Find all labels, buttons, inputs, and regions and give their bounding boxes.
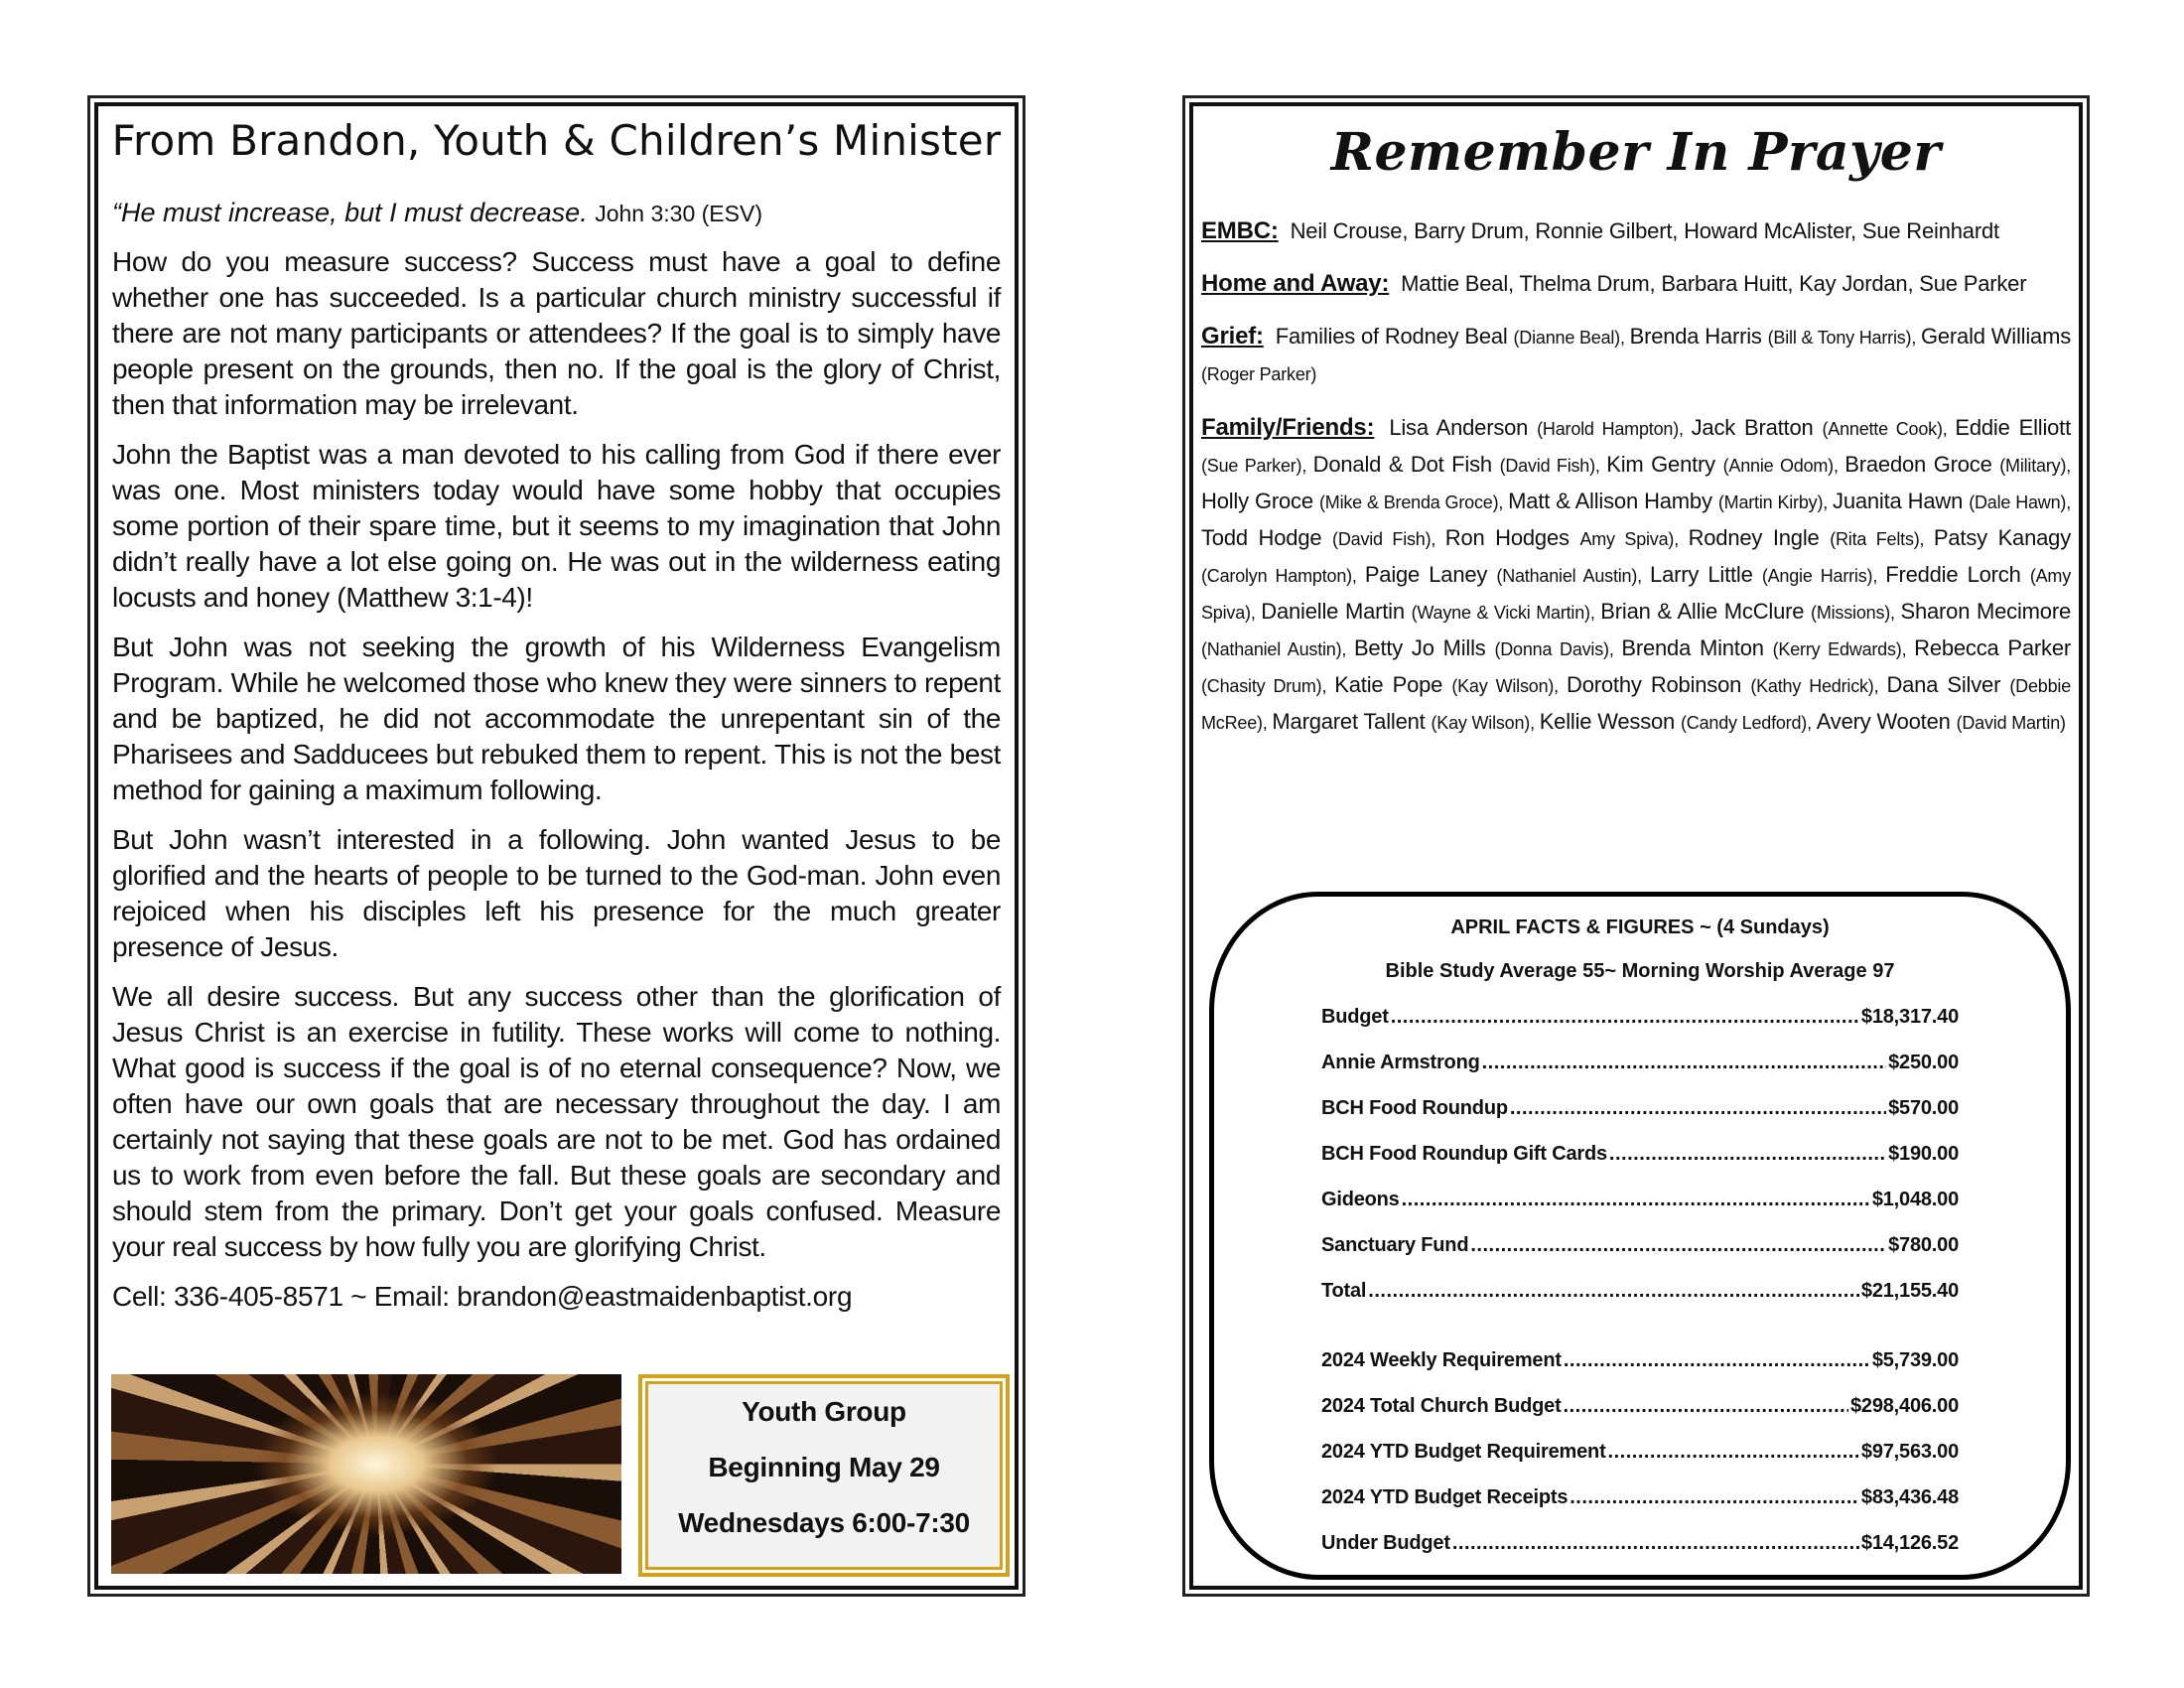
prayer-name: Dorothy Robinson bbox=[1567, 672, 1751, 697]
prayer-name: Paige Laney bbox=[1364, 562, 1497, 587]
prayer-category-embc bbox=[1201, 213, 2071, 248]
quote-text: “He must increase, but I must decrease. bbox=[112, 198, 588, 227]
facts-table bbox=[1321, 1006, 1959, 1578]
row-label: BCH Food Roundup bbox=[1321, 1097, 1508, 1119]
prayer-name: Brenda Harris bbox=[1629, 324, 1768, 349]
row-value: $1,048.00 bbox=[1871, 1189, 1959, 1210]
dot-leader bbox=[1564, 1395, 1848, 1418]
dot-leader bbox=[1608, 1441, 1859, 1464]
prayer-name: Ron Hodges bbox=[1444, 525, 1580, 550]
dot-leader bbox=[1564, 1349, 1870, 1372]
prayer-contact: (Rita Felts), bbox=[1830, 529, 1934, 549]
dot-leader bbox=[1609, 1143, 1886, 1166]
row-label: Gideons bbox=[1321, 1189, 1400, 1210]
prayer-name: Holly Groce bbox=[1201, 489, 1319, 513]
prayer-name: Jack Bratton bbox=[1691, 415, 1823, 440]
prayer-contact: (Carolyn Hampton), bbox=[1201, 566, 1365, 586]
prayer-contact: (David Fish), bbox=[1499, 456, 1607, 476]
prayer-contact: (Missions), bbox=[1811, 603, 1901, 623]
article-paragraph: We all desire success. But any success other than the glorification of Jesus Christ is an exercise in futility. These works will come to nothing. What good is success if the goal is of no eternal consequence? Now, we often have our own goals that are necessary throughout the day. I am certainly not saying that these goals are not to be met. God has ordained us to work from even before the fall. But these goals are secondary and should stem from the primary. Don’t get your goals confused. Measure your real success by how fully you are glorifying Christ. bbox=[112, 981, 1001, 1262]
prayer-name: Brenda Minton bbox=[1621, 635, 1773, 660]
row-label: BCH Food Roundup Gift Cards bbox=[1321, 1143, 1607, 1165]
prayer-name: Freddie Lorch bbox=[1885, 562, 2030, 587]
row-label: Budget bbox=[1321, 1006, 1389, 1028]
youth-group-announcement bbox=[638, 1374, 1010, 1577]
prayer-contact: (Mike & Brenda Groce), bbox=[1318, 492, 1509, 512]
minister-article-frame bbox=[94, 102, 1019, 1590]
prayer-name: Rebecca Parker bbox=[1914, 635, 2071, 660]
row-label: Sanctuary Fund bbox=[1321, 1234, 1469, 1256]
facts-row bbox=[1321, 1441, 1959, 1486]
prayer-name: Kim Gentry bbox=[1606, 452, 1723, 477]
youth-group-inner bbox=[645, 1381, 1003, 1570]
row-value: $250.00 bbox=[1888, 1052, 1959, 1073]
prayer-name: Margaret Tallent bbox=[1272, 709, 1432, 734]
prayer-contact: (Kay Wilson), bbox=[1451, 676, 1568, 696]
article-title: From Brandon, Youth & Children’s Minister bbox=[111, 116, 1002, 165]
facts-and-figures-box bbox=[1209, 892, 2071, 1580]
prayer-name: Kellie Wesson bbox=[1539, 709, 1682, 734]
prayer-list bbox=[1201, 213, 2071, 759]
facts-row bbox=[1321, 1097, 1959, 1143]
article-paragraph: But John wasn’t interested in a following. John wanted Jesus to be glorified and the hearts of people to be turned to the God-man. John even rejoiced when his disciples left his presence for the much greater presence of Jesus. bbox=[112, 824, 1001, 962]
youth-group-title: Youth Group bbox=[742, 1396, 906, 1427]
facts-row bbox=[1321, 1349, 1959, 1395]
prayer-name: Juanita Hawn bbox=[1833, 489, 1970, 513]
prayer-name: Todd Hodge bbox=[1201, 525, 1333, 550]
facts-row bbox=[1321, 1395, 1959, 1441]
prayer-name: Braedon Groce bbox=[1844, 452, 2000, 477]
category-label: Grief: bbox=[1201, 323, 1264, 350]
prayer-title: Remember In Prayer bbox=[1330, 122, 1942, 183]
article-body bbox=[112, 198, 1001, 1315]
prayer-contact: (Chasity Drum), bbox=[1201, 676, 1335, 696]
category-label: Home and Away: bbox=[1201, 270, 1390, 297]
prayer-name: Brian & Allie McClure bbox=[1600, 599, 1812, 624]
contact-info: Cell: 336-405-8571 ~ Email: brandon@eastmaidenbaptist.org bbox=[112, 1281, 853, 1312]
facts-row bbox=[1321, 1006, 1959, 1052]
row-value: $14,126.52 bbox=[1860, 1532, 1959, 1554]
prayer-contact: (David Martin) bbox=[1956, 713, 2066, 733]
row-label: 2024 Weekly Requirement bbox=[1321, 1349, 1562, 1371]
dot-leader bbox=[1452, 1532, 1859, 1555]
row-value: $97,563.00 bbox=[1860, 1441, 1959, 1463]
row-value: $780.00 bbox=[1888, 1234, 1959, 1256]
facts-row bbox=[1321, 1486, 1959, 1532]
prayer-contact: (Wayne & Vicki Martin), bbox=[1411, 603, 1601, 623]
prayer-contact: (Amy Spiva), bbox=[1201, 566, 2072, 623]
prayer-name: Gerald Williams bbox=[1920, 324, 2071, 349]
row-label: Under Budget bbox=[1321, 1532, 1450, 1554]
prayer-contact: (Sue Parker), bbox=[1201, 456, 1313, 476]
facts-heading: APRIL FACTS & FIGURES ~ (4 Sundays) bbox=[1450, 916, 1830, 938]
prayer-contact: (Annette Cook), bbox=[1822, 419, 1956, 439]
facts-row bbox=[1321, 1532, 1959, 1578]
row-label: Annie Armstrong bbox=[1321, 1052, 1480, 1073]
category-label: EMBC: bbox=[1201, 217, 1279, 244]
prayer-contact: (Donna Davis), bbox=[1494, 639, 1622, 659]
row-label: 2024 YTD Budget Requirement bbox=[1321, 1441, 1606, 1463]
prayer-name: Rodney Ingle bbox=[1688, 525, 1831, 550]
row-value: $21,155.40 bbox=[1860, 1280, 1959, 1302]
prayer-name: Patsy Kanagy bbox=[1933, 525, 2071, 550]
prayer-contact: (Nathaniel Austin), bbox=[1496, 566, 1651, 586]
prayer-name: Families of Rodney Beal bbox=[1275, 324, 1514, 349]
prayer-name: Eddie Elliott bbox=[1955, 415, 2071, 440]
prayer-name: Donald & Dot Fish bbox=[1312, 452, 1500, 477]
dot-leader bbox=[1570, 1486, 1859, 1509]
prayer-name: Katie Pope bbox=[1334, 672, 1452, 697]
scripture-quote bbox=[112, 198, 1001, 228]
hands-reaching-photo bbox=[111, 1374, 621, 1574]
prayer-frame bbox=[1189, 102, 2083, 1590]
prayer-contact: (Roger Parker) bbox=[1201, 364, 1317, 384]
prayer-contact: (Dale Hawn), bbox=[1969, 492, 2072, 512]
prayer-contact: (Angie Harris), bbox=[1761, 566, 1886, 586]
quote-reference: John 3:30 (ESV) bbox=[595, 201, 762, 226]
section-gap bbox=[1321, 1326, 1959, 1349]
row-value: $190.00 bbox=[1888, 1143, 1959, 1165]
row-value: $5,739.00 bbox=[1871, 1349, 1959, 1371]
prayer-contact: (Kerry Edwards), bbox=[1772, 639, 1915, 659]
row-value: $18,317.40 bbox=[1860, 1006, 1959, 1028]
prayer-name: Sharon Mecimore bbox=[1900, 599, 2071, 624]
facts-row bbox=[1321, 1189, 1959, 1234]
prayer-name: Danielle Martin bbox=[1261, 599, 1412, 624]
prayer-contact: (Candy Ledford), bbox=[1681, 713, 1817, 733]
row-value: $298,406.00 bbox=[1849, 1395, 1959, 1417]
prayer-category-home-and-away bbox=[1201, 266, 2071, 301]
dot-leader bbox=[1368, 1280, 1859, 1303]
prayer-contact: (Martin Kirby), bbox=[1717, 492, 1834, 512]
category-names: Mattie Beal, Thelma Drum, Barbara Huitt, Kay Jordan, Sue Parker bbox=[1401, 271, 2027, 296]
prayer-contact: (Nathaniel Austin), bbox=[1201, 639, 1354, 659]
prayer-category-grief bbox=[1201, 319, 2071, 392]
facts-row bbox=[1321, 1052, 1959, 1097]
dot-leader bbox=[1402, 1189, 1870, 1211]
row-label: 2024 Total Church Budget bbox=[1321, 1395, 1562, 1417]
prayer-contact: (Debbie McRee), bbox=[1201, 676, 2072, 733]
article-paragraph: How do you measure success? Success must have a goal to define whether one has succeeded. Is a particular church ministry successful if there are not many participants or attendees? If the goal is to simply have people present on the grounds, then no. If the goal is the glory of Christ, then that information may be irrelevant. bbox=[112, 246, 1001, 420]
row-value: $570.00 bbox=[1888, 1097, 1959, 1119]
prayer-panel bbox=[1182, 95, 2090, 1597]
prayer-contact: (Annie Odom), bbox=[1722, 456, 1845, 476]
facts-row bbox=[1321, 1143, 1959, 1189]
prayer-name: Avery Wooten bbox=[1816, 709, 1957, 734]
prayer-contact: (David Fish), bbox=[1332, 529, 1445, 549]
category-names: Neil Crouse, Barry Drum, Ronnie Gilbert, Howard McAlister, Sue Reinhardt bbox=[1290, 218, 1999, 243]
article-paragraph: But John was not seeking the growth of his Wilderness Evangelism Program. While he welcomed those who knew they were sinners to repent and be baptized, he did not accommodate the unrepentant sin of the Pharisees and Sadducees but rebuked them to repent. This is not the best method for gaining a maximum following. bbox=[112, 632, 1001, 805]
prayer-contact: (Bill & Tony Harris), bbox=[1767, 328, 1921, 348]
prayer-contact: (Harold Hampton), bbox=[1537, 419, 1692, 439]
prayer-contact: (Dianne Beal), bbox=[1513, 328, 1630, 348]
youth-group-start-date: Beginning May 29 bbox=[708, 1452, 940, 1482]
facts-row-total bbox=[1321, 1280, 1959, 1326]
dot-leader bbox=[1510, 1097, 1886, 1120]
facts-row bbox=[1321, 1234, 1959, 1280]
prayer-contact: (Military), bbox=[1999, 456, 2072, 476]
prayer-name: Larry Little bbox=[1650, 562, 1762, 587]
category-label: Family/Friends: bbox=[1201, 414, 1375, 441]
prayer-contact: (Kathy Hedrick), bbox=[1750, 676, 1887, 696]
prayer-name: Dana Silver bbox=[1886, 672, 2010, 697]
prayer-contact: Amy Spiva), bbox=[1579, 529, 1689, 549]
minister-article-panel bbox=[87, 95, 1025, 1597]
prayer-name: Matt & Allison Hamby bbox=[1508, 489, 1718, 513]
youth-group-schedule: Wednesdays 6:00-7:30 bbox=[678, 1507, 970, 1538]
dot-leader bbox=[1470, 1234, 1886, 1257]
row-value: $83,436.48 bbox=[1860, 1486, 1959, 1508]
dot-leader bbox=[1391, 1006, 1859, 1029]
dot-leader bbox=[1482, 1052, 1886, 1074]
article-paragraph: John the Baptist was a man devoted to his calling from God if there ever was one. Most ministers today would have some hobby that occupies some portion of their spare time, but it seems to my imagination that John didn’t really have a lot else going on. He was out in the wilderness eating locusts and honey (Matthew 3:1-4)! bbox=[112, 439, 1001, 613]
prayer-name: Lisa Anderson bbox=[1389, 415, 1538, 440]
row-label: Total bbox=[1321, 1280, 1367, 1302]
prayer-name: Betty Jo Mills bbox=[1353, 635, 1495, 660]
prayer-contact: (Kay Wilson), bbox=[1431, 713, 1540, 733]
row-label: 2024 YTD Budget Receipts bbox=[1321, 1486, 1569, 1508]
attendance-summary: Bible Study Average 55~ Morning Worship Average 97 bbox=[1385, 960, 1895, 982]
prayer-category-family-friends bbox=[1201, 410, 2071, 741]
